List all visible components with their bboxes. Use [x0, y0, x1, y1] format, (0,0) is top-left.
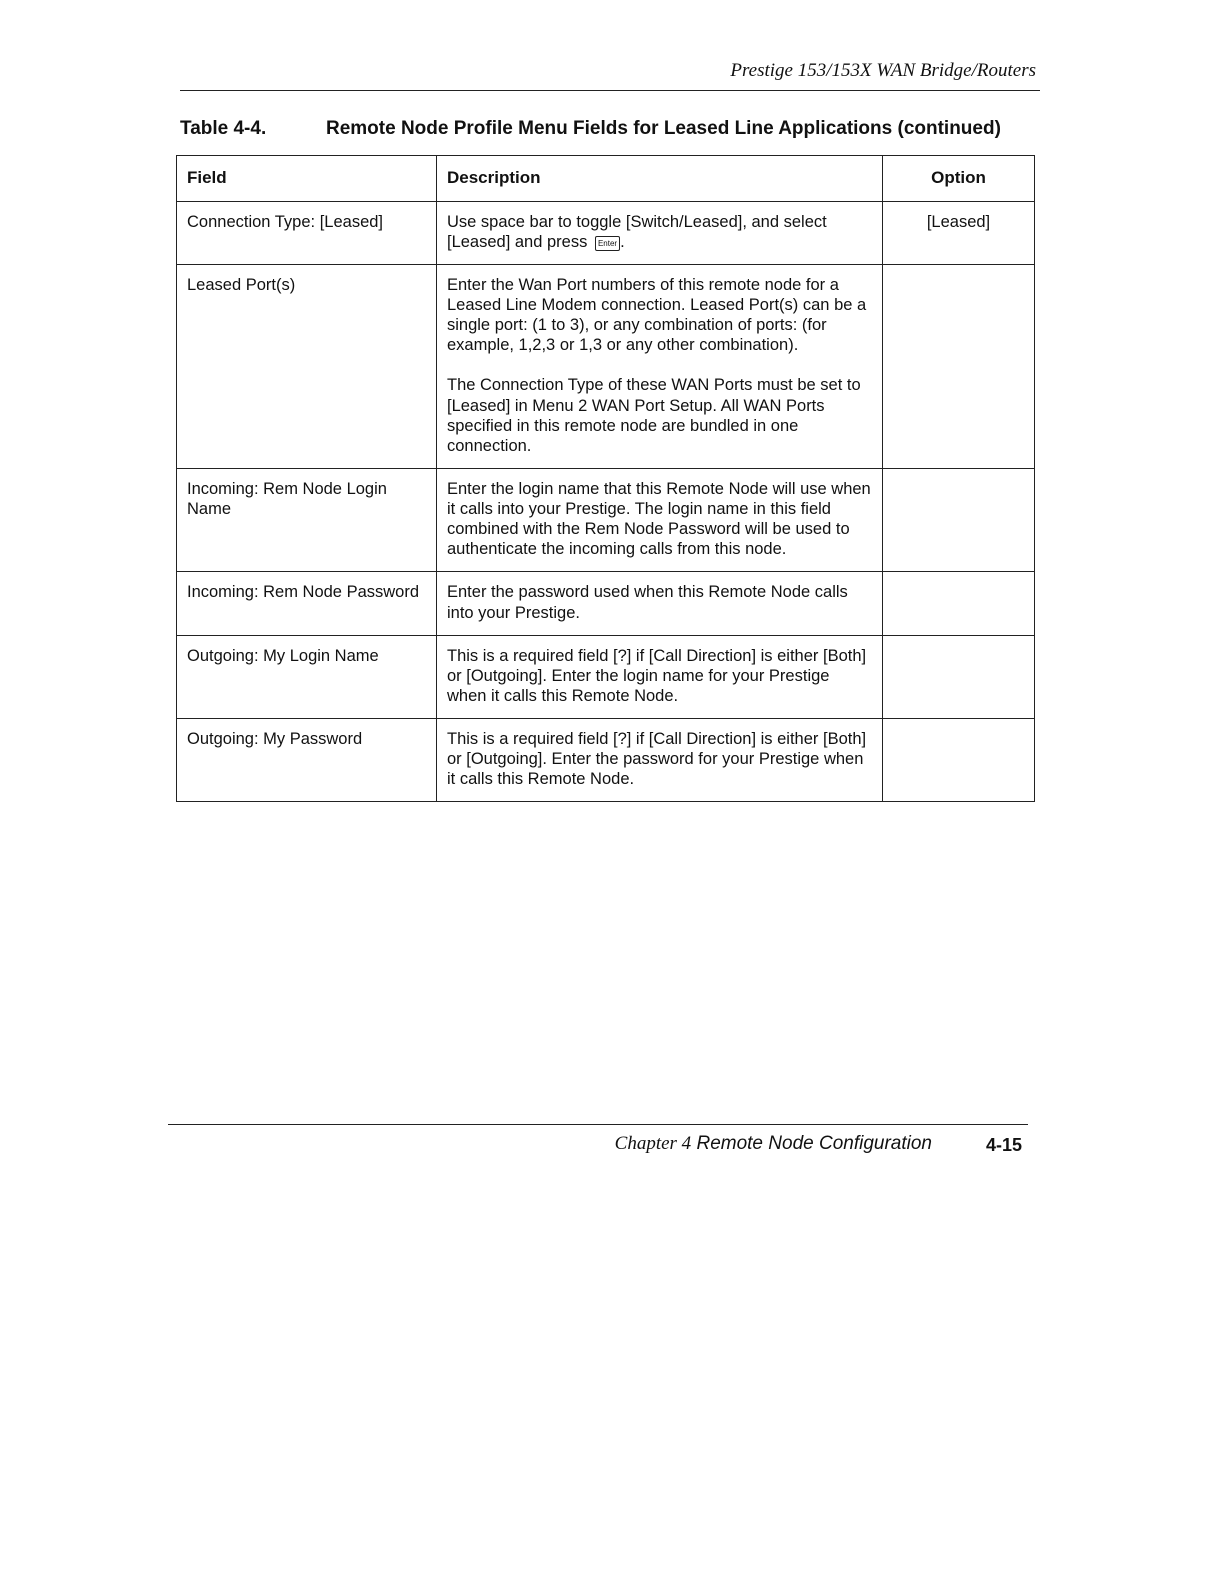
- table-row: [177, 572, 1035, 635]
- option-cell: [883, 719, 1035, 802]
- description-cell: Enter the login name that this Remote Node will use when it calls into your Prestige. The login name in this field combined with the Rem Node Password will be used to authenticate the incoming calls from this node.: [437, 468, 883, 572]
- footer-chapter: [615, 1133, 932, 1155]
- table-row: [177, 719, 1035, 802]
- header-field: Field: [177, 156, 437, 202]
- page-header: [180, 60, 1040, 91]
- description-cell: [437, 264, 883, 468]
- enter-key-icon: Enter: [595, 236, 620, 251]
- field-cell: Outgoing: My Password: [177, 719, 437, 802]
- description-cell: This is a required field [?] if [Call Direction] is either [Both] or [Outgoing]. Enter the login name for your Prestige when it calls this Remote Node.: [437, 635, 883, 718]
- option-cell: [883, 572, 1035, 635]
- table-number: Table 4-4.: [180, 118, 267, 139]
- chapter-title: Remote Node Configuration: [696, 1133, 932, 1154]
- header-title: Prestige 153/153X WAN Bridge/Routers: [730, 60, 1036, 81]
- page-number: 4-15: [985, 1135, 1022, 1155]
- description-text: Use space bar to toggle [Switch/Leased], and select [Leased] and press: [447, 212, 827, 251]
- table-row: [177, 201, 1035, 264]
- option-cell: [883, 468, 1035, 572]
- field-cell: Incoming: Rem Node Password: [177, 572, 437, 635]
- table-caption: [180, 118, 1030, 140]
- chapter-label: Chapter 4: [614, 1133, 692, 1154]
- description-paragraph: Enter the Wan Port numbers of this remote node for a Leased Line Modem connection. Leased Port(s) can be a single port: (1 to 3), or any combination of ports: (for example, 1,2,3 or 1,3 or any other combination).: [447, 275, 867, 355]
- header-description: Description: [437, 156, 883, 202]
- description-cell: Use space bar to toggle [Switch/Leased], and select [Leased] and press Enter .: [437, 201, 883, 264]
- header-option: Option: [883, 156, 1035, 202]
- option-cell: [883, 635, 1035, 718]
- table-header-row: [177, 156, 1035, 202]
- table-title: Remote Node Profile Menu Fields for Leased Line Applications (continued): [326, 118, 1001, 139]
- option-cell: [Leased]: [883, 201, 1035, 264]
- page-footer: [168, 1124, 1028, 1155]
- fields-table: [176, 155, 1035, 802]
- description-cell: Enter the password used when this Remote Node calls into your Prestige.: [437, 572, 883, 635]
- field-cell: Connection Type: [Leased]: [177, 201, 437, 264]
- field-cell: Incoming: Rem Node Login Name: [177, 468, 437, 572]
- field-cell: Leased Port(s): [177, 264, 437, 468]
- table-row: [177, 468, 1035, 572]
- description-paragraph: The Connection Type of these WAN Ports must be set to [Leased] in Menu 2 WAN Port Setup. All WAN Ports specified in this remote node are bundled in one connection.: [447, 376, 861, 455]
- field-cell: Outgoing: My Login Name: [177, 635, 437, 718]
- description-cell: This is a required field [?] if [Call Direction] is either [Both] or [Outgoing]. Enter the password for your Prestige when it calls this Remote Node.: [437, 719, 883, 802]
- table-row: [177, 264, 1035, 468]
- option-cell: [883, 264, 1035, 468]
- table-row: [177, 635, 1035, 718]
